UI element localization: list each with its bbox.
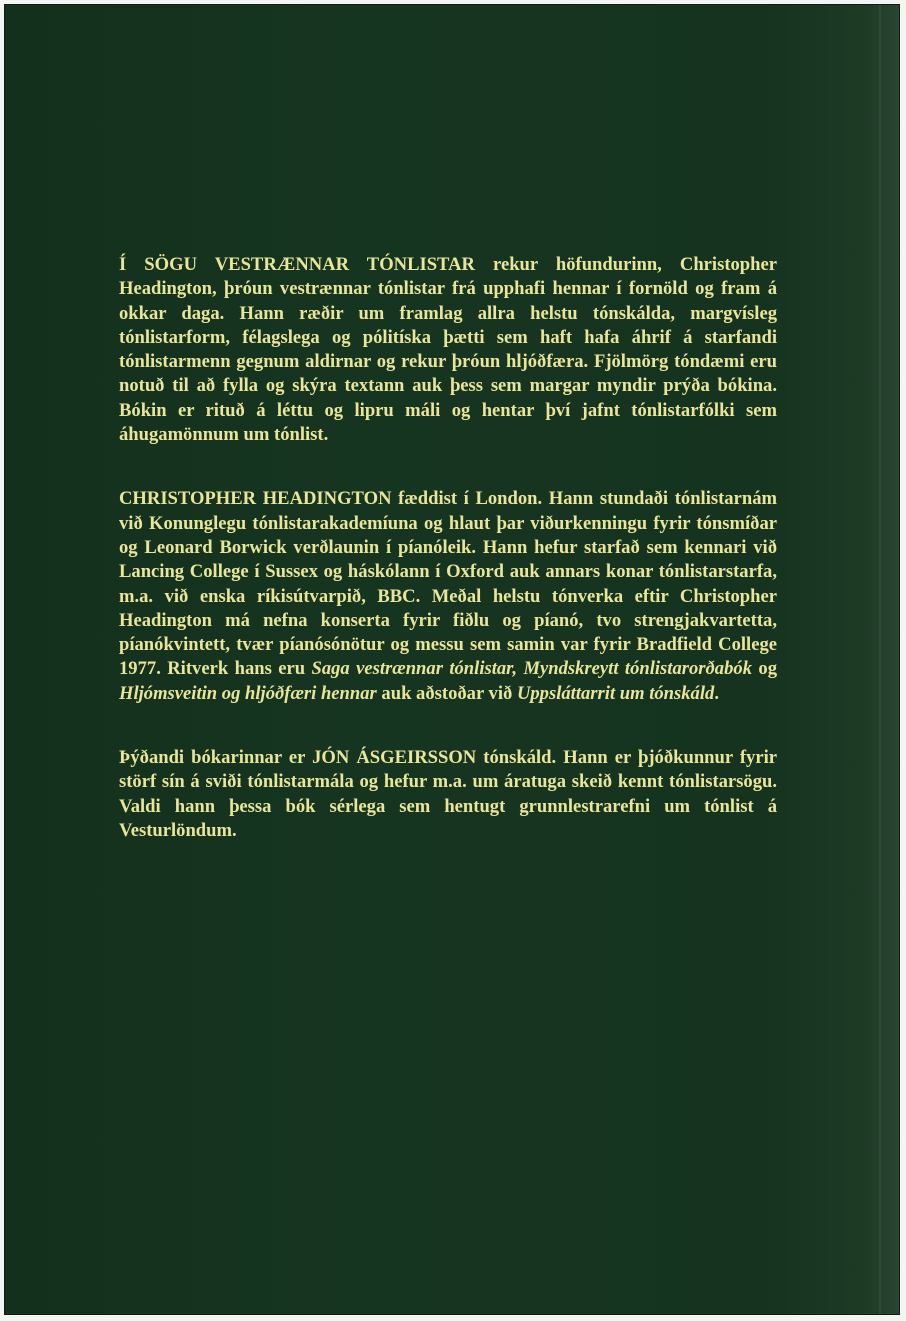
work-title: Uppsláttarrit um tónskáld — [516, 682, 715, 704]
book-title-lead: Í SÖGU VESTRÆNNAR TÓNLISTAR — [119, 254, 475, 275]
text-connector: og — [752, 658, 778, 680]
paragraph-body: tónskáld. Hann er þjóðkunnur fyrir störf sín á sviði tónlistarmála og hefur m.a. um áratuga skeið kennt tónlistarsögu. Valdi hann þessa bók sérlega sem hentugt grunnlestrarefni um tónlist á Vesturlöndum. — [119, 747, 777, 841]
work-title: Hljómsveitin og hljóðfæri hennar — [119, 682, 377, 704]
paragraph-lead: Þýðandi bókarinnar er — [119, 747, 313, 769]
author-name-lead: CHRISTOPHER HEADINGTON — [119, 488, 392, 510]
paragraph-about-author — [119, 487, 777, 706]
cover-edge — [879, 5, 881, 1314]
work-title: Saga vestrænnar tónlistar, Myndskreytt tónlistarorðabók — [311, 658, 752, 680]
blurb-text — [119, 253, 777, 843]
translator-name: JÓN ÁSGEIRSSON — [312, 747, 477, 769]
text-end: . — [714, 682, 719, 704]
text-connector: auk aðstoðar við — [376, 682, 517, 704]
paragraph-body: fæddist í London. Hann stundaði tónlistarnám við Konunglegu tónlistarakademíuna og hlaut þar viðurkenningu fyrir tónsmíðar og Leonard Borwick verðlaunin í píanóleik. Hann hefur starfað sem kennari við Lancing College í Sussex og háskólann í Oxford auk annars konar tónlistarstarfa, m.a. við enska ríkisútvarpið, BBC. Meðal helstu tónverka eftir Christopher Headington má nefna konserta fyrir fiðlu og píanó, tvo strengjakvartetta, píanókvintett, tvær píanósónötur og messu sem samin var fyrir Bradfield College 1977. Ritverk hans eru — [119, 488, 777, 680]
paragraph-about-book — [119, 253, 777, 447]
paragraph-body: rekur höfundurinn, Christopher Headington, þróun vestrænnar tónlistar frá upphafi hennar í fornöld og fram á okkar daga. Hann ræðir um framlag allra helstu tónskálda, margvísleg tónlistarform, félagslega og pólitíska þætti sem haft hafa áhrif á starfandi tónlistarmenn gegnum aldirnar og rekur þróun hljóðfæra. Fjölmörg tóndæmi eru notuð til að fylla og skýra textann auk þess sem margar myndir prýða bókina. Bókin er rituð á léttu og lipru máli og hentar því jafnt tónlistarfólki sem áhugamönnum um tónlist. — [119, 254, 777, 446]
book-back-cover — [4, 4, 900, 1315]
paragraph-about-translator — [119, 746, 777, 843]
